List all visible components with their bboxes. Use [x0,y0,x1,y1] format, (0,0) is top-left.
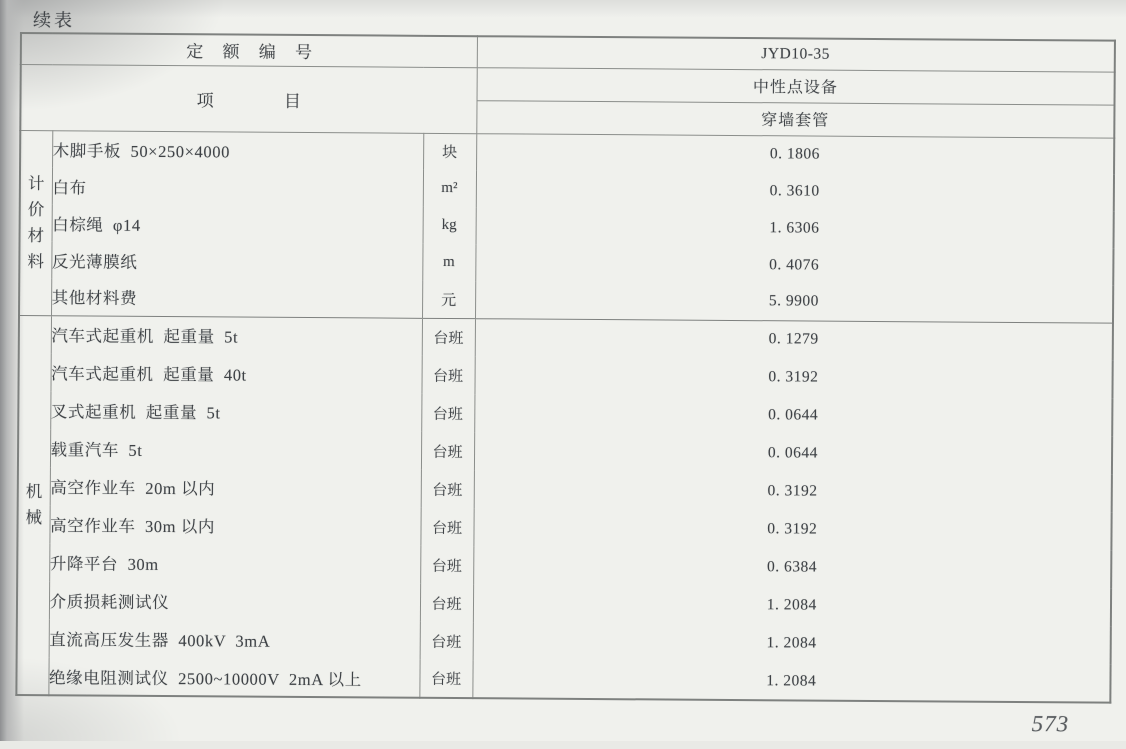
unit-cell: kg [423,207,476,244]
unit-cell: 台班 [419,660,472,698]
quota-number-value: JYD10-35 [477,36,1115,71]
section-materials [19,130,1114,323]
value-cell: 0. 3610 [476,170,1114,211]
unit-cell: 台班 [420,584,473,622]
unit-cell: 台班 [421,470,474,508]
item-name-cell: 介质损耗测试仪 [49,581,420,622]
item-name-cell: 升降平台 30m [49,543,420,584]
unit-cell: 台班 [421,356,474,394]
continued-table-label: 续表 [33,6,75,32]
item-name-cell: 其他材料费 [51,278,422,318]
value-cell: 0. 3192 [473,508,1111,550]
item-name-cell: 直流高压发生器 400kV 3mA [49,619,420,660]
value-cell: 0. 3192 [474,470,1112,512]
value-cell: 0. 1279 [475,318,1113,360]
unit-cell: 台班 [421,394,474,432]
unit-cell: m² [423,170,476,207]
unit-cell: 台班 [420,622,473,660]
unit-cell: 台班 [420,546,473,584]
unit-cell: 台班 [420,508,473,546]
unit-cell: 块 [423,133,476,170]
unit-cell: 台班 [422,318,475,356]
value-cell: 1. 2084 [472,660,1110,702]
item-value-equipment: 中性点设备 [477,67,1115,104]
table-row [16,657,1110,703]
value-cell: 1. 6306 [476,207,1114,248]
item-name-cell: 汽车式起重机 起重量 5t [51,315,422,356]
value-cell: 1. 2084 [473,584,1111,626]
item-name-cell: 反光薄膜纸 [51,241,422,281]
value-cell: 0. 0644 [474,394,1112,436]
page-number: 573 [1032,711,1070,737]
item-name-cell: 汽车式起重机 起重量 40t [50,353,421,394]
unit-cell: 元 [422,281,475,318]
unit-cell: 台班 [421,432,474,470]
section-machinery [16,315,1113,703]
item-name-cell: 载重汽车 5t [50,429,421,470]
value-cell: 0. 3192 [474,356,1112,398]
table-header [20,33,1115,138]
value-cell: 0. 6384 [473,546,1111,588]
header-row-item [21,64,1115,105]
item-name-cell: 高空作业车 30m 以内 [49,505,420,546]
value-cell: 1. 2084 [473,622,1111,664]
item-value-bushing: 穿墙套管 [476,100,1114,137]
item-name-cell: 白棕绳 φ14 [52,204,423,244]
category-label-materials: 计 价 材 料 [19,130,52,315]
item-label: 项 目 [20,64,476,133]
value-cell: 0. 1806 [476,133,1114,174]
quota-table [15,32,1116,704]
item-name-cell: 木脚手板 50×250×4000 [52,130,423,170]
unit-cell: m [422,244,475,281]
value-cell: 0. 0644 [474,432,1112,474]
item-name-cell: 绝缘电阻测试仪 2500~10000V 2mA 以上 [48,657,419,698]
quota-number-label: 定 额 编 号 [21,33,477,67]
item-name-cell: 白布 [52,167,423,207]
value-cell: 0. 4076 [475,244,1113,285]
value-cell: 5. 9900 [475,281,1113,322]
item-name-cell: 高空作业车 20m 以内 [50,467,421,508]
item-name-cell: 叉式起重机 起重量 5t [50,391,421,432]
category-label-machinery: 机 械 [16,315,51,695]
